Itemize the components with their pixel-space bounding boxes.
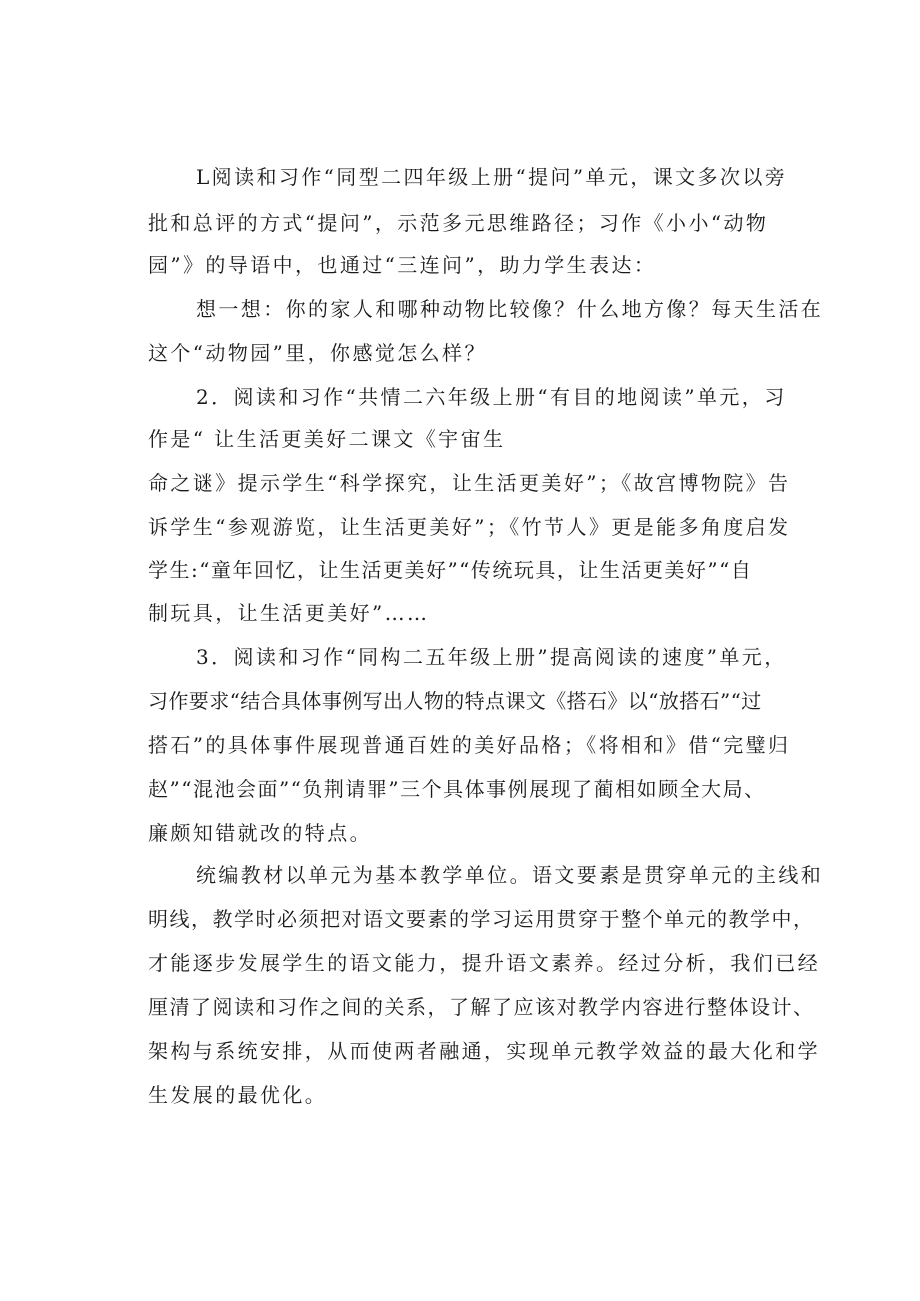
paragraph-3-line-1: 2．阅读和习作“共情二六年级上册“有目的地阅读”单元，习 <box>196 385 787 409</box>
paragraph-5-line-4: 厘清了阅读和习作之间的关系，了解了应该对教学内容进行整体设计、 <box>148 995 815 1019</box>
paragraph-4-line-1: 3．阅读和习作“同构二五年级上册”提高阅读的速度”单元， <box>196 645 787 669</box>
paragraph-3-line-3: 命之谜》提示学生“科学探究，让生活更美好”；《故宫博物院》告 <box>148 471 791 495</box>
paragraph-3-line-6: 制玩具，让生活更美好”…… <box>148 601 430 625</box>
paragraph-1-line-1: L阅读和习作“同型二四年级上册“提问”单元，课文多次以旁 <box>196 165 788 189</box>
paragraph-5-line-1: 统编教材以单元为基本教学单位。语文要素是贯穿单元的主线和 <box>196 863 824 887</box>
paragraph-4-line-2: 习作要求“结合具体事例写出人物的特点课文《搭石》以“放搭石”“过 <box>148 689 762 713</box>
paragraph-2-line-2: 这个“动物园”里，你感觉怎么样？ <box>148 341 487 365</box>
paragraph-3-line-5: 学生:“童年回忆，让生活更美好”“传统玩具，让生活更美好”“自 <box>148 558 753 582</box>
paragraph-5-line-2: 明线，教学时必须把对语文要素的学习运用贯穿于整个单元的教学中， <box>148 907 815 931</box>
paragraph-3-line-4: 诉学生“参观游览，让生活更美好”；《竹节人》更是能多角度启发 <box>148 515 791 539</box>
paragraph-4-line-5: 廉颇知错就改的特点。 <box>148 821 372 845</box>
paragraph-4-line-4: 赵”“混池会面”“负荆请罪”三个具体事例展现了蔺相如顾全大局、 <box>148 777 766 801</box>
paragraph-3-line-2: 作是“ 让生活更美好二课文《宇宙生 <box>148 427 506 451</box>
paragraph-4-line-3: 搭石”的具体事件展现普通百姓的美好品格；《将相和》借“完璧归 <box>148 733 791 757</box>
paragraph-5-line-3: 才能逐步发展学生的语文能力，提升语文素养。经过分析，我们已经 <box>148 951 820 975</box>
paragraph-5-line-5: 架构与系统安排，从而使两者融通，实现单元教学效益的最大化和学 <box>148 1039 820 1063</box>
paragraph-5-line-6: 生发展的最优化。 <box>148 1083 328 1107</box>
paragraph-1-line-3: 园”》的导语中，也通过“三连问”，助力学生表达： <box>148 253 657 277</box>
paragraph-2-line-1: 想一想：你的家人和哪种动物比较像？什么地方像？每天生活在 <box>196 297 824 321</box>
paragraph-1-line-2: 批和总评的方式“提问”，示范多元思维路径；习作《小小“动物 <box>148 211 769 235</box>
